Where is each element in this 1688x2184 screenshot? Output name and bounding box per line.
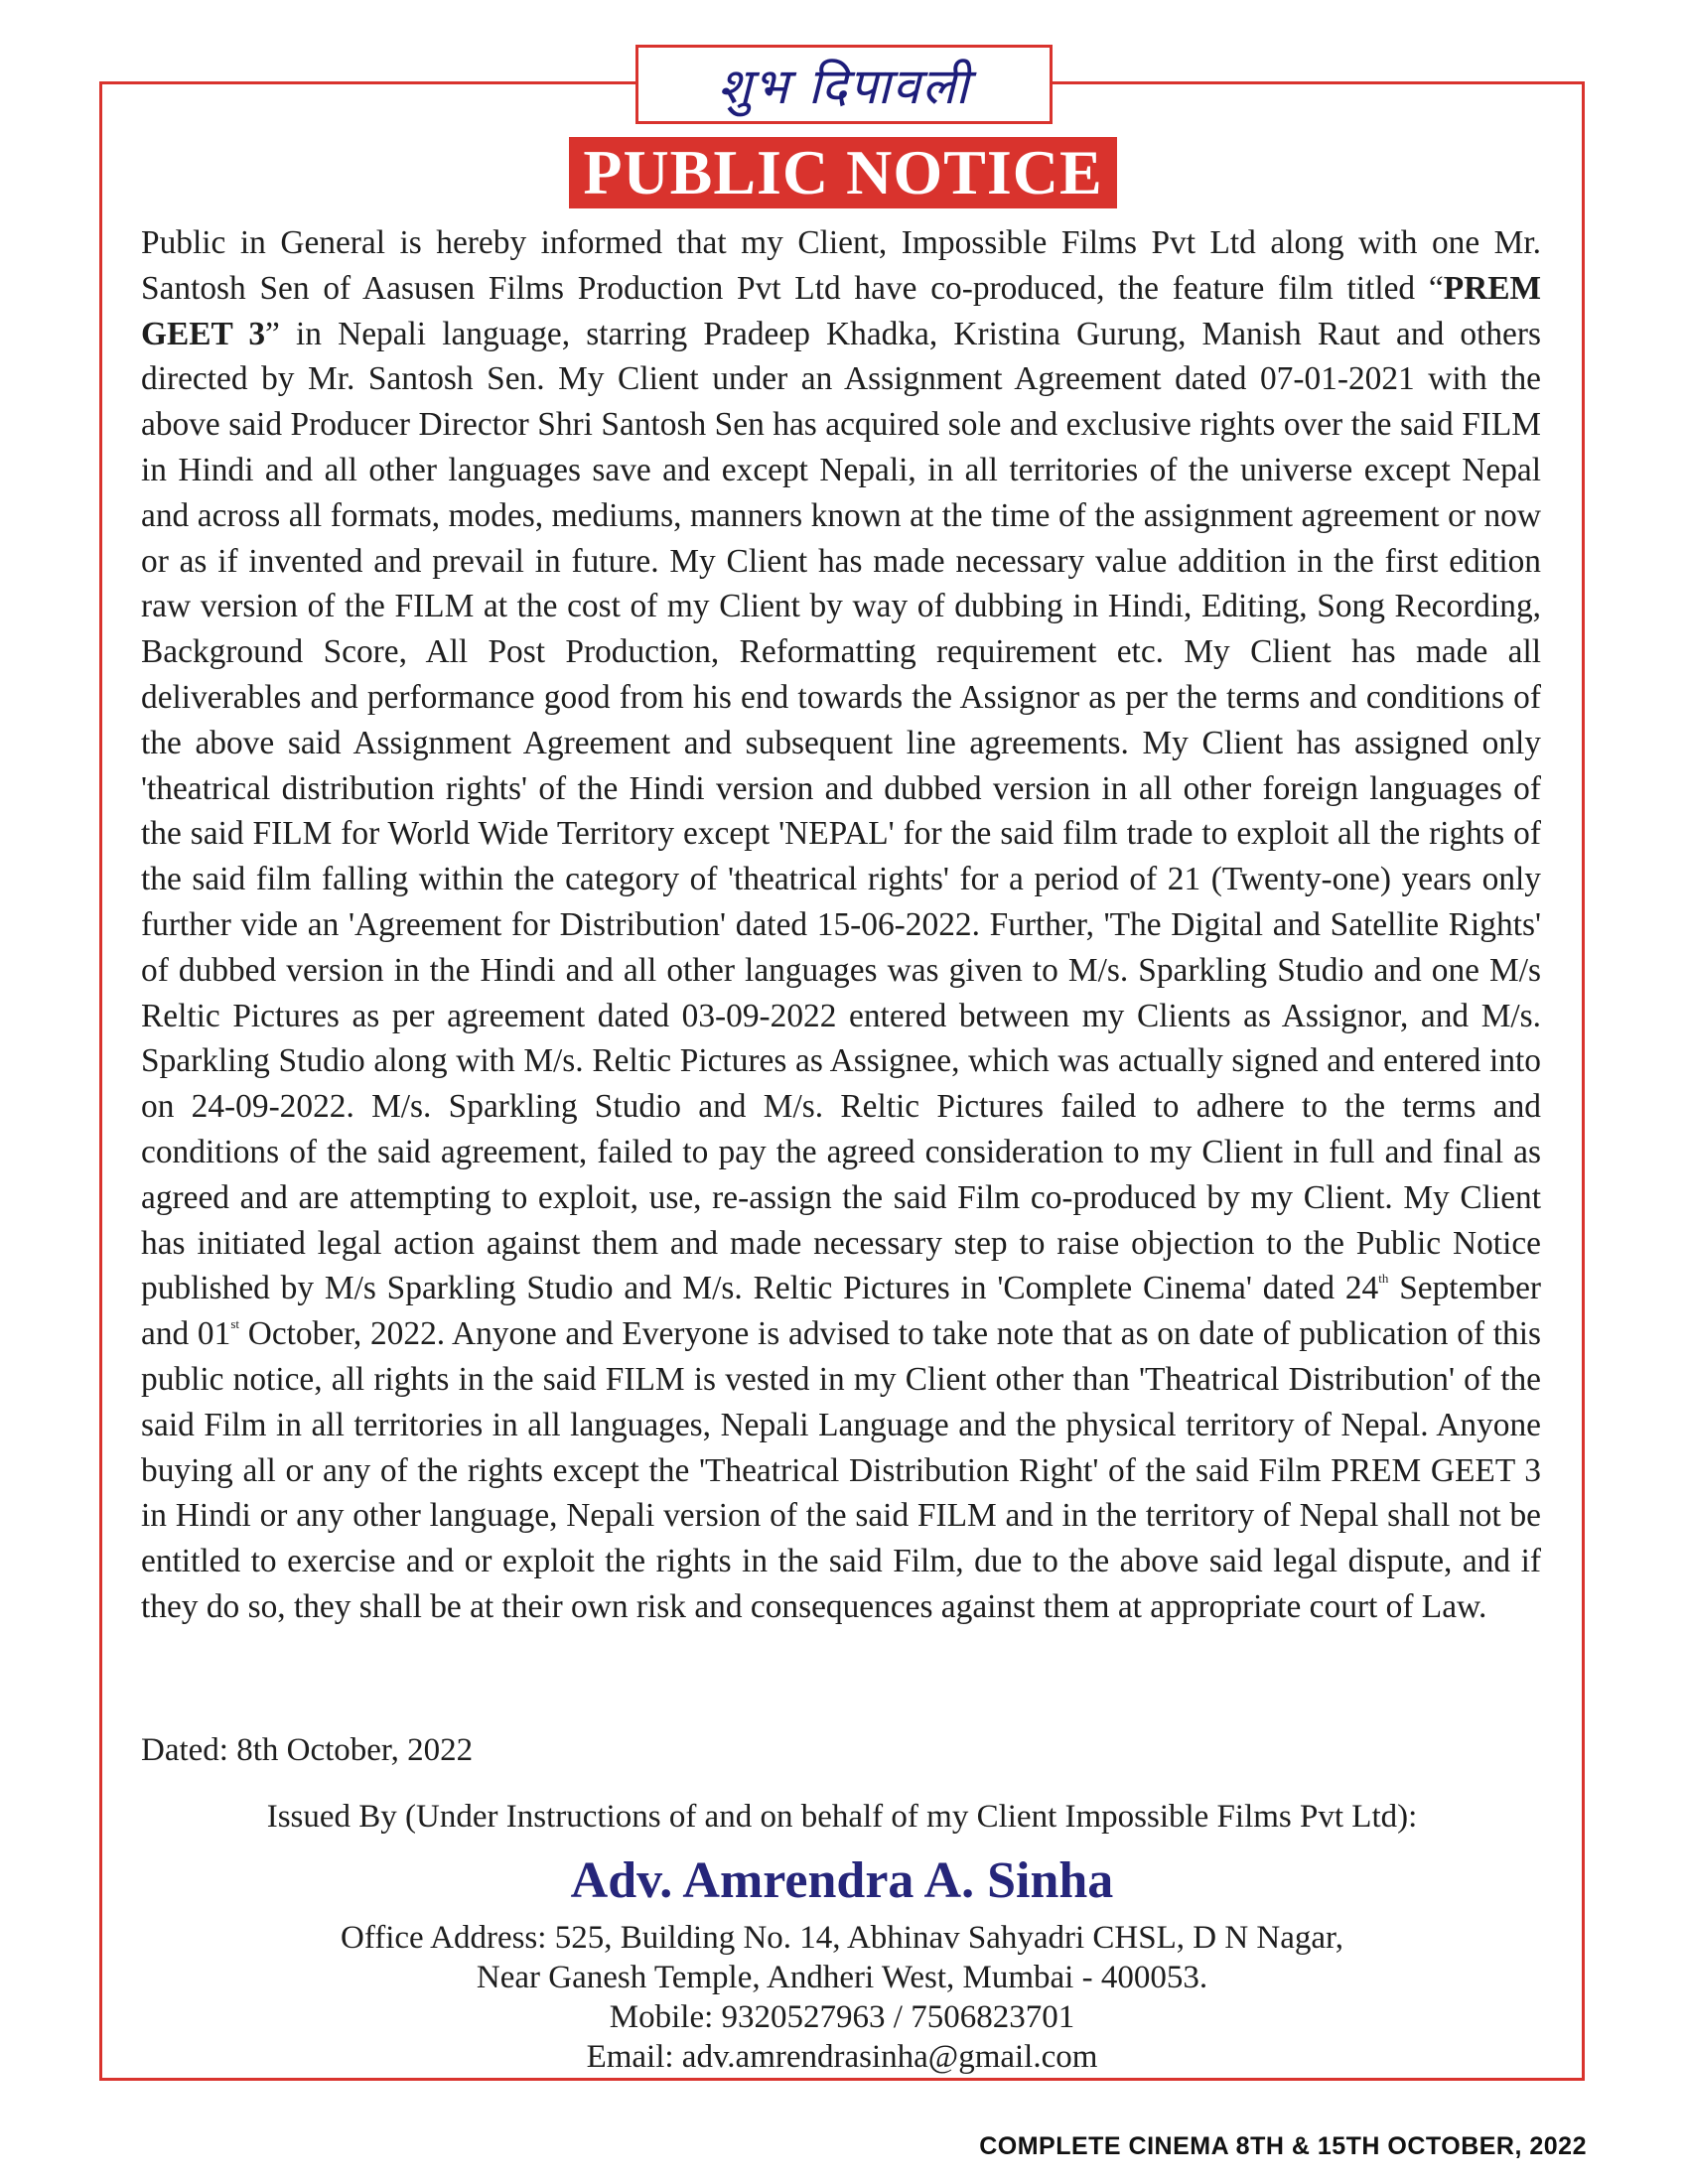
greeting-text: शुभ दिपावली [717,58,971,115]
notice-paragraph-a: ” in Nepali language, starring Pradeep Khadka, Kristina Gurung, Manish Raut and others directed by Mr. Santosh Sen. My Client under an Assignment Agreement dated 07-01-2021 with the above said Producer Director Shri Santosh Sen has acquired sole and exclusive rights over the said FILM in Hindi and all other languages save and except Nepali, in all territories of the universe except Nepal and across all formats, modes, mediums, manners known at the time of the assignment agreement or now or as if invented and prevail in future. My Client has made necessary value addition in the first edition raw version of the FILM at the cost of my Client by way of dubbing in Hindi, Editing, Song Recording, Background Score, All Post Production, Reformatting requirement etc. My Client has made all deliverables and performance good from his end towards the Assignor as per the terms and conditions of the above said Assignment Agreement and subsequent line agreements. My Client has assigned only 'theatrical distribution rights' of the Hindi version and dubbed version in all other foreign languages of the said FILM for World Wide Territory except 'NEPAL' for the said film trade to exploit all the rights of the said film falling within the category of 'theatrical rights' for a period of 21 (Twenty-one) years only further vide an 'Agreement for Distribution' dated 15-06-2022. Further, 'The Digital and Satellite Rights' of dubbed version in the Hindi and all other languages was given to M/s. Sparkling Studio and one M/s Reltic Pictures as per agreement dated 03-09-2022 entered between my Clients as Assignor, and M/s. Sparkling Studio along with M/s. Reltic Pictures as Assignee, which was actually signed and entered into on 24-09-2022. M/s. Sparkling Studio and M/s. Reltic Pictures failed to adhere to the terms and conditions of the said agreement, failed to pay the agreed consideration to my Client in full and final as agreed and are attempting to exploit, use, re-assign the said Film co-produced by my Client. My Client has initiated legal action against them and made necessary step to raise objection to the Public Notice published by M/s Sparkling Studio and M/s. Reltic Pictures in 'Complete Cinema' dated 24 [141,315,1541,1307]
greeting-banner [635,45,1053,124]
notice-date: Dated: 8th October, 2022 [141,1732,474,1768]
film-title: PREM GEET 3 [141,269,1541,352]
publication-footer: COMPLETE CINEMA 8TH & 15TH OCTOBER, 2022 [979,2132,1587,2160]
advocate-name: Adv. Amrendra A. Sinha [570,1852,1114,1909]
notice-intro: Public in General is hereby informed that my Client, Impossible Films Pvt Ltd along with one Mr. Santosh Sen of Aasusen Films Production Pvt Ltd have co-produced, the feature film titled “ [141,224,1541,307]
address-line-1: Office Address: 525, Building No. 14, Abhinav Sahyadri CHSL, D N Nagar, [341,1920,1343,1956]
notice-body [141,220,1541,1630]
ordinal-suffix-th: th [1378,1271,1389,1287]
notice-paragraph-b: September and 01 [141,1270,1542,1353]
notice-paragraph-c: October, 2022. Anyone and Everyone is advised to take note that as on date of publication of this public notice, all rights in the said FILM is vested in my Client other than 'Theatrical Distribution' of the said Film in all territories in all languages, Nepali Language and the physical territory of Nepal. Anyone buying all or any of the rights except the 'Theatrical Distribution Right' of the said Film PREM GEET 3 in Hindi or any other language, Nepali version of the said FILM and in the territory of Nepal shall not be entitled to exercise and or exploit the rights in the said Film, due to the above said legal dispute, and if they do so, they shall be at their own risk and consequences against them at appropriate court of Law. [141,1315,1541,1625]
issued-by-line: Issued By (Under Instructions of and on behalf of my Client Impossible Films Pvt Ltd): [266,1799,1418,1835]
ordinal-suffix-st: st [230,1316,239,1332]
address-line-2: Near Ganesh Temple, Andheri West, Mumbai - 400053. [476,1960,1208,1995]
email-address: Email: adv.amrendrasinha@gmail.com [586,2039,1098,2075]
mobile-number: Mobile: 9320527963 / 7506823701 [609,1999,1075,2035]
page-title: PUBLIC NOTICE [583,137,1103,207]
title-banner [569,137,1117,208]
